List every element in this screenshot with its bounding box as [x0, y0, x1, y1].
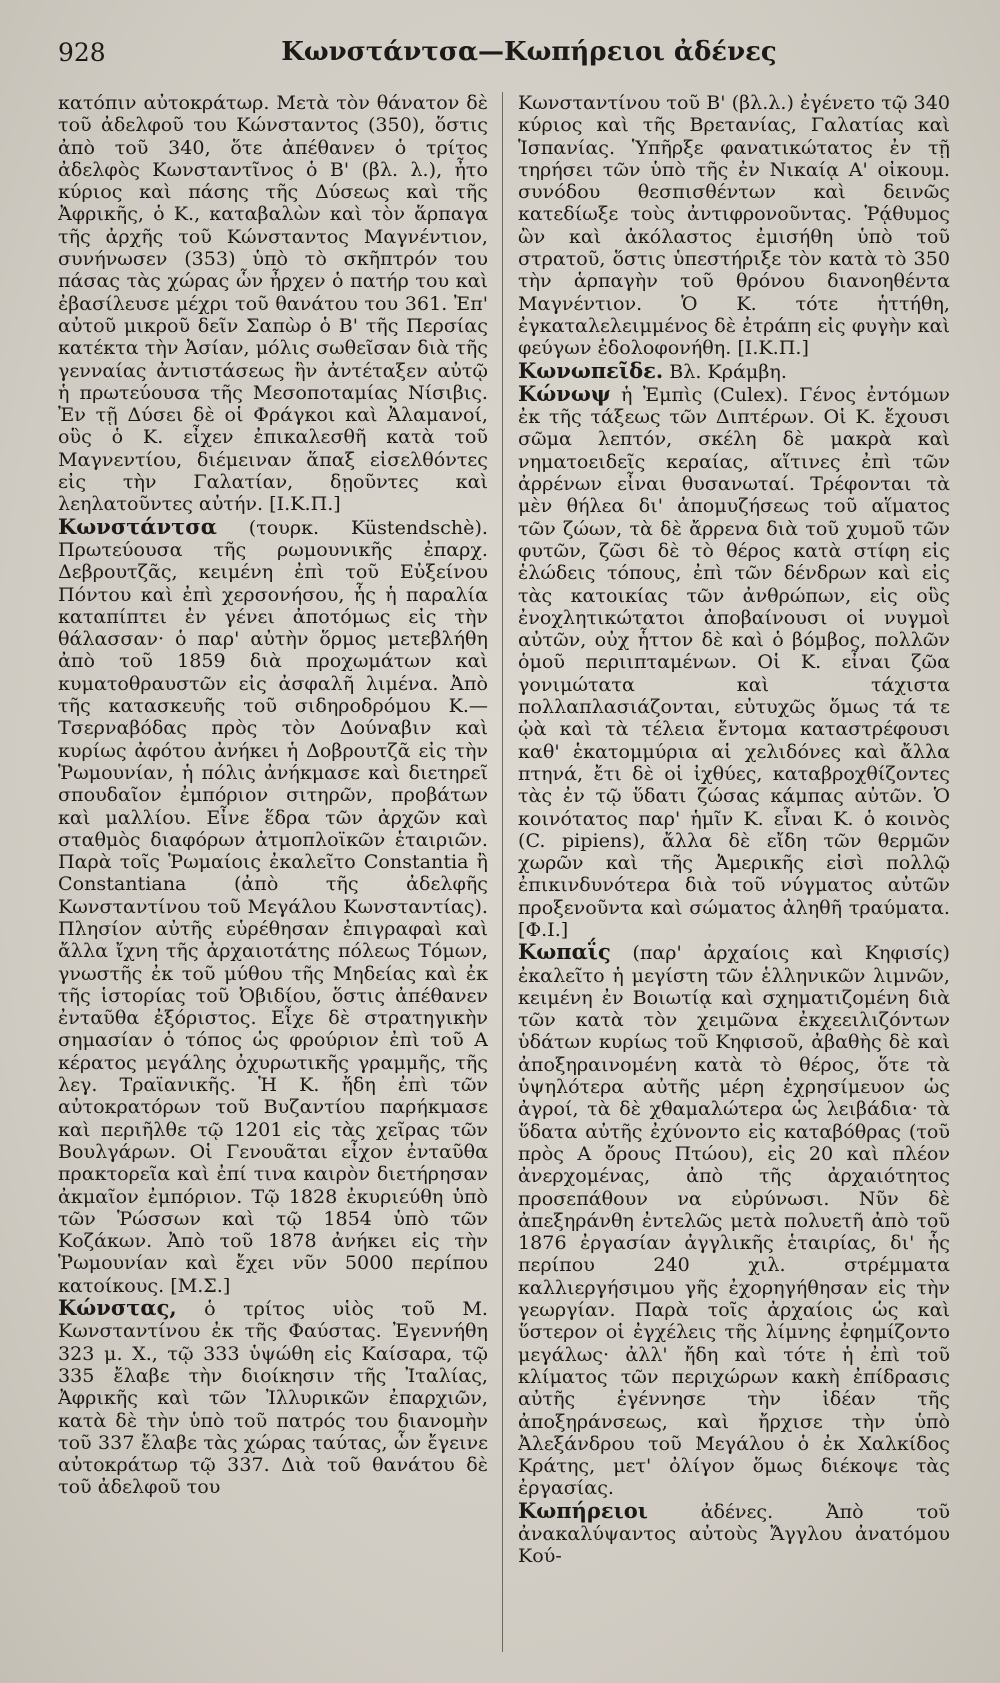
entry-konops — [518, 380, 950, 941]
paragraph-continuation — [518, 92, 950, 360]
entry-headword: Κωπαΐς — [518, 939, 611, 965]
entry-text: (παρ' ἀρχαίοις καὶ Κηφισίς) ἐκαλεῖτο ἡ μεγίστη τῶν ἑλληνικῶν λιμνῶν, κειμένη ἐν Βοιωτίᾳ καὶ σχηματιζομένη διὰ τῶν κατὰ τὸν χειμῶνα ἐκχεειλιζόντων ὑδάτων κυρίως τοῦ Κηφισοῦ, ἀβαθὴς δὲ καὶ ἀποξηραινομένη κατὰ τὸ θέρος, ὅτε τὰ ὑψηλότερα αὐτῆς μέρη ἐχρησίμευον ὡς ἀγροί, τὰ δὲ χθαμαλώτερα ὡς λειβάδια· τὰ ὕδατα αὐτῆς ἐχύνοντο εἰς καταβόθρας (τοῦ πρὸς Α ὄρους Πτώου), εἰς 20 καὶ πλέον ἀνερχομένας, ἀπὸ τῆς ἀρχαιότητος προσεπάθουν να εὐρύνωσι. Νῦν δὲ ἀπεξηράνθη ἐντελῶς μετὰ πολυετῆ ἀπὸ τοῦ 1876 ἐργασίαν ἀγγλικῆς ἑταιρίας, δι' ἧς περίπου 240 χιλ. στρέμματα καλλιεργήσιμου γῆς ἐχορηγήθησαν εἰς τὴν γεωργίαν. Παρὰ τοῖς ἀρχαίοις ὡς καὶ ὕστερον οἱ ἐγχέλεις τῆς λίμνης ἐφημίζοντο μεγάλως· ἀλλ' ἤδη καὶ τότε ἡ ἐπὶ τοῦ κλίματος τῶν περιχώρων κακὴ ἐπίδρασις αὐτῆς ἐγέννησε τὴν ἰδέαν τῆς ἀποξηράνσεως, καὶ ἤρχισε τὴν ὑπὸ Ἀλεξάνδρου τοῦ Μεγάλου ὁ ἐκ Χαλκίδος Κράτης, μετ' ὀλίγον ὅμως διέκοψε τὰς ἐργασίας. — [518, 941, 950, 1500]
entry-text: ἡ Ἐμπὶς (Culex). Γένος ἐντόμων ἐκ τῆς τάξεως τῶν Διπτέρων. Οἱ Κ. ἔχουσι σῶμα λεπτόν, σκέλη δὲ μακρὰ καὶ νηματοειδεῖς κεραίας, αἵτινες ἐπὶ τῶν ἀρρένων εἶναι θυσανωταί. Τρέφονται τὰ μὲν θήλεα δι' ἀπομυζήσεως τοῦ αἵματος τῶν ζώων, τὰ δὲ ἄρρενα διὰ τοῦ χυμοῦ τῶν φυτῶν, ζῶσι δὲ τὸ θέρος κατὰ στίφη εἰς ἑλώδεις τόπους, ἐπὶ τῶν δένδρων καὶ εἰς τὰς κατοικίας τῶν ἀνθρώπων, εἰς οὓς ἐνοχλητικώτατοι ἀποβαίνουσι οἱ νυγμοὶ αὐτῶν, οὐχ ἧττον δὲ καὶ ὁ βόμβος, πολλῶν ὁμοῦ περιιπταμένων. Οἱ Κ. εἶναι ζῶα γονιμώτατα καὶ τάχιστα πολλαπλασιάζονται, εὐτυχῶς ὅμως τά τε ᾠὰ καὶ τὰ τέλεια ἔντομα καταστρέφουσι καθ' ἑκατομμύρια αἱ χελιδόνες καὶ ἄλλα πτηνά, ἔτι δὲ οἱ ἰχθύες, καταβροχθίζοντες τὰς ἐν τῷ ὕδατι ζώσας κάμπας αὐτῶν. Ὁ κοινότατος παρ' ἡμῖν Κ. εἶναι Κ. ὁ κοινὸς (C. pipiens), ἄλλα δὲ εἴδη τῶν θερμῶν χωρῶν καὶ τῆς Ἀμερικῆς εἰσὶ πολλῷ ἐπικινδυνότερα διὰ τοῦ νύγματος αὐτῶν προξενοῦντα καὶ σώματος ἀληθῆ τραύματα. [Φ.Ι.] — [518, 382, 950, 941]
entry-text: Βλ. Κράμβη. — [663, 359, 787, 383]
entry-text: (τουρκ. Küstendschè). Πρωτεύουσα τῆς ρωμουνικῆς ἐπαρχ. Δεβρουτζᾶς, κειμένη ἐπὶ τοῦ Εὐξείνου Πόντου καὶ ἐπὶ χερσονήσου, ἧς ἡ παραλία καταπίπτει ἐν γένει ἀποτόμως εἰς τὴν θάλασσαν· ὁ παρ' αὐτὴν ὅρμος μετεβλήθη ἀπὸ τοῦ 1859 διὰ προχωμάτων καὶ κυματοθραυστῶν εἰς ἀσφαλῆ λιμένα. Ἀπὸ τῆς κατασκευῆς τοῦ σιδηροδρόμου Κ.—Τσερναβόδας πρὸς τὸν Δούναβιν καὶ κυρίως ἀφότου ἀνήκει ἡ Δοβρουτζᾶ εἰς τὴν Ῥωμουνίαν, ἡ πόλις ἀνήκμασε καὶ διετηρεῖ σπουδαῖον ἐμπόριον σιτηρῶν, προβάτων καὶ μαλλίου. Εἶνε ἕδρα τῶν ἀρχῶν καὶ σταθμὸς διαφόρων ἀτμοπλοϊκῶν ἑταιριῶν. Παρὰ τοῖς Ῥωμαίοις ἐκαλεῖτο Constantia ἢ Constantiana (ἀπὸ τῆς ἀδελφῆς Κωνσταντίνου τοῦ Μεγάλου Κωνσταντίας). Πλησίον αὐτῆς εὑρέθησαν ἐπιγραφαὶ καὶ ἄλλα ἴχνη τῆς ἀρχαιοτάτης πόλεως Τόμων, γνωστῆς ἐκ τοῦ μύθου τῆς Μηδείας καὶ ἐκ τῆς ἱστορίας τοῦ Ὀβιδίου, ὅστις ἀπέθανεν ἐνταῦθα ἐξόριστος. Εἶχε δὲ στρατηγικὴν σημασίαν ὁ τόπος ὡς φρούριον ἐπὶ τοῦ Α κέρατος μεγάλης ὀχυρωτικῆς γραμμῆς, τῆς λεγ. Τραϊανικῆς. Ἡ Κ. ἤδη ἐπὶ τῶν αὐτοκρατόρων τοῦ Βυζαντίου παρήκμασε καὶ περιῆλθε τῷ 1201 εἰς τὰς χεῖρας τῶν Βουλγάρων. Οἱ Γενουᾶται εἶχον ἐνταῦθα πρακτορεῖα καὶ ἐπί τινα καιρὸν διετήρησαν ἀκμαῖον ἐμπόριον. Τῷ 1828 ἐκυριεύθη ὑπὸ τῶν Ῥώσσων καὶ τῷ 1854 ὑπὸ τῶν Κοζάκων. Ἀπὸ τοῦ 1878 ἀνήκει εἰς τὴν Ῥωμουνίαν καὶ ἔχει νῦν 5000 περίπου κατοίκους. [Μ.Σ.] — [58, 515, 488, 1297]
entry-headword: Κώνωψ — [518, 380, 611, 406]
paragraph-continuation — [58, 92, 488, 516]
running-title: Κωνστάντσα—Κωπήρειοι ἀδένες — [281, 37, 777, 67]
entry-kopais — [518, 941, 950, 1499]
column-divider — [502, 92, 503, 1652]
left-column — [58, 92, 488, 1652]
entry-konstantsa — [58, 513, 488, 1297]
entry-headword: Κωνστάντσα — [58, 513, 217, 539]
entry-headword: Κωπήρειοι — [518, 1497, 648, 1523]
page-number: 928 — [58, 37, 106, 67]
paragraph-text: Κωνσταντίνου τοῦ Β' (βλ.λ.) ἐγένετο τῷ 340 κύριος καὶ τῆς Βρετανίας, Γαλατίας καὶ Ἱσπανίας. Ὑπῆρξε φανατικώτατος ἐν τῇ τηρήσει τῶν ὑπὸ τῆς ἐν Νικαίᾳ Α' οἰκουμ. συνόδου θεσπισθέντων καὶ δεινῶς κατεδίωξε τοὺς ἀντιφρονοῦντας. Ῥᾴθυμος ὢν καὶ ἀκόλαστος ἐμισήθη ὑπὸ τοῦ στρατοῦ, ὅστις ὑπεστήριξε τὸν κατὰ τὸ 350 τὴν ἁρπαγὴν τοῦ θρόνου διανοηθέντα Μαγνέντιον. Ὁ Κ. τότε ἡττήθη, ἐγκαταλελειμμένος δὲ ἐτράπη εἰς φυγὴν καὶ φεύγων ἐδολοφονήθη. [Ι.Κ.Π.] — [518, 92, 950, 360]
paragraph-text: κατόπιν αὐτοκράτωρ. Μετὰ τὸν θάνατον δὲ τοῦ ἀδελφοῦ του Κώνσταντος (350), ὅστις ἀπὸ τοῦ 340, ὅτε ἀπέθανεν ὁ τρίτος ἀδελφὸς Κωνσταντῖνος ὁ Β' (βλ. λ.), ἦτο κύριος καὶ πάσης τῆς Δύσεως καὶ τῆς Ἀφρικῆς, ὁ Κ., καταβαλὼν καὶ τὸν ἅρπαγα τῆς ἀρχῆς τοῦ Κώνσταντος Μαγνέντιον, συνήνωσεν (353) ὑπὸ τὸ σκῆπτρόν του πάσας τὰς χώρας ὧν ἦρχεν ὁ πατήρ του καὶ ἐβασίλευσε μέχρι τοῦ θανάτου του 361. Ἐπ' αὐτοῦ μικροῦ δεῖν Σαπὼρ ὁ Β' τῆς Περσίας κατέκτα τὴν Ἀσίαν, μόλις σωθεῖσαν διὰ τῆς γενναίας ἀντιστάσεως ἣν ἀντέταξεν αὐτῷ ἡ πρωτεύουσα τῆς Μεσοποταμίας Νίσιβις. Ἐν τῇ Δύσει δὲ οἱ Φράγκοι καὶ Ἀλαμανοί, οὓς ὁ Κ. εἶχεν ἐπικαλεσθῆ κατὰ τοῦ Μαγνεντίου, διέμειναν ἅπαξ εἰσελθόντες εἰς τὴν Γαλατίαν, δῃοῦντες καὶ λεηλατοῦντες αὐτήν. [Ι.Κ.Π.] — [58, 92, 488, 516]
entry-text: ὁ τρίτος υἱὸς τοῦ Μ. Κωνσταντίνου ἐκ τῆς Φαύστας. Ἐγεννήθη 323 μ. Χ., τῷ 333 ὑψώθη εἰς Καίσαρα, τῷ 335 ἔλαβε τὴν διοίκησιν τῆς Ἰταλίας, Ἀφρικῆς καὶ τῶν Ἰλλυρικῶν ἐπαρχιῶν, κατὰ δὲ τὴν ὑπὸ τοῦ πατρός του διανομὴν τοῦ 337 ἔλαβε τὰς χώρας ταύτας, ὧν ἔγεινε αὐτοκράτωρ τῷ 337. Διὰ τοῦ θανάτου δὲ τοῦ ἀδελφοῦ του — [58, 1297, 488, 1499]
entry-headword: Κωνωπεῖδε. — [518, 357, 664, 383]
page-header — [58, 30, 960, 74]
right-column — [518, 92, 950, 1652]
entry-kopireioi — [518, 1497, 950, 1568]
entry-konstas — [58, 1297, 488, 1499]
entry-konopeide — [518, 357, 950, 383]
entry-text: ἀδένες. Ἀπὸ τοῦ ἀνακαλύψαντος αὐτοὺς Ἄγγλου ἀνατόμου Κού- — [518, 1499, 950, 1568]
entry-headword: Κώνστας, — [58, 1295, 177, 1321]
